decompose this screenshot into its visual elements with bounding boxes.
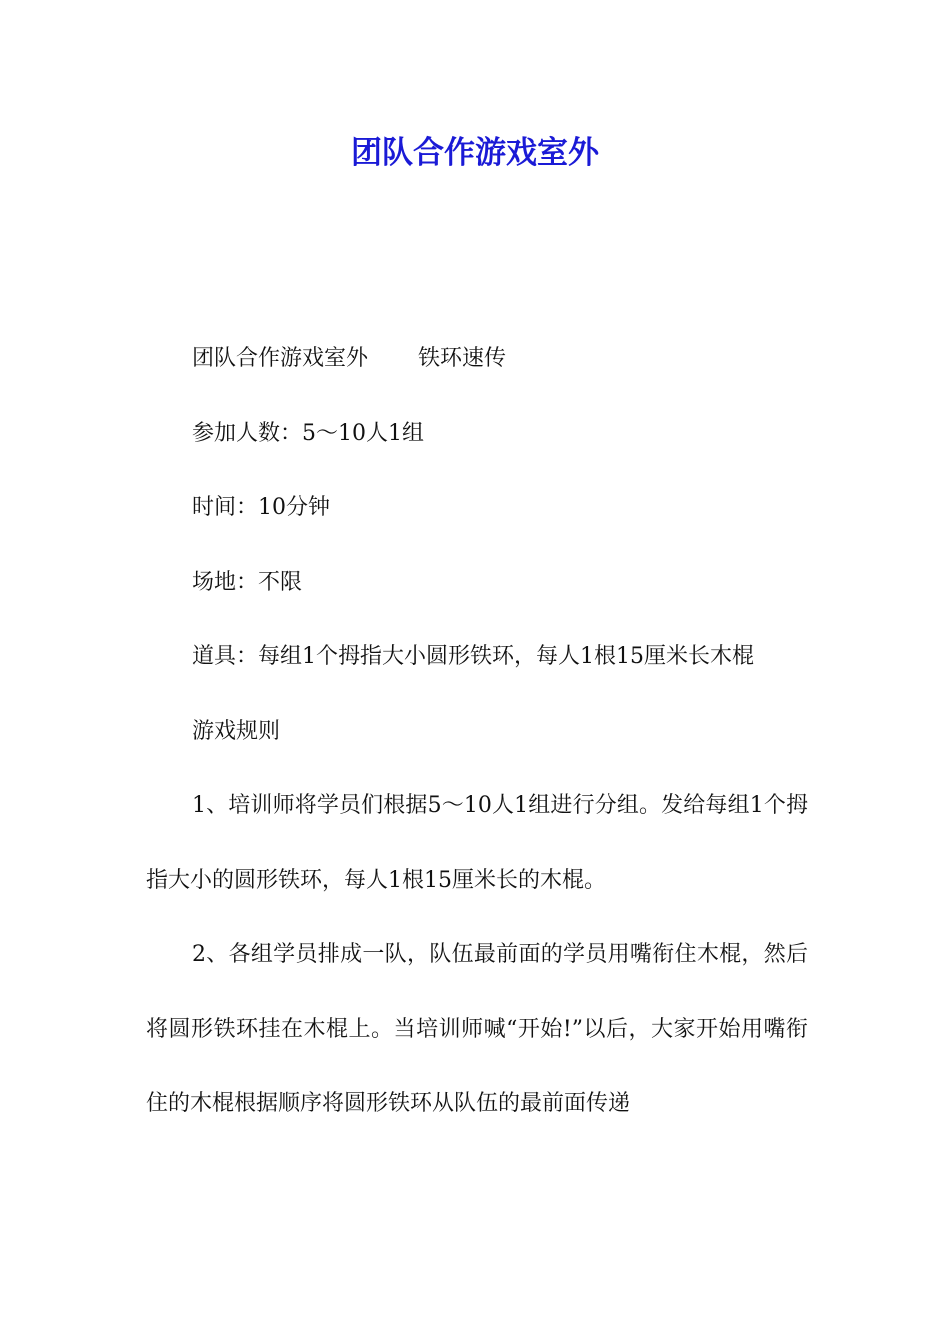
section-heading-right: 铁环速传 (418, 346, 507, 371)
paragraph-rules-heading: 游戏规则 (192, 718, 281, 744)
paragraph-rule-1: 1、培训师将学员们根据5～10人1组进行分组。发给每组1个拇指大小的圆形铁环，每人1根15厘米长的木棍。 (146, 793, 808, 893)
paragraph-participants: 参加人数：5～10人1组 (192, 420, 424, 446)
paragraph-time: 时间：10分钟 (192, 495, 330, 520)
section-heading (146, 322, 808, 397)
section-heading-left: 团队合作游戏室外 (192, 346, 369, 371)
document-body (146, 322, 808, 1142)
paragraph-props: 道具：每组1个拇指大小圆形铁环，每人1根15厘米长木棍 (192, 644, 754, 669)
document-title: 团队合作游戏室外 (351, 135, 599, 171)
paragraph-rule-2: 2、各组学员排成一队，队伍最前面的学员用嘴衔住木棍，然后将圆形铁环挂在木棍上。当培训师喊“开始!”以后，大家开始用嘴衔住的木棍根据顺序将圆形铁环从队伍的最前面传递 (146, 942, 808, 1116)
paragraph-venue: 场地：不限 (192, 569, 303, 595)
